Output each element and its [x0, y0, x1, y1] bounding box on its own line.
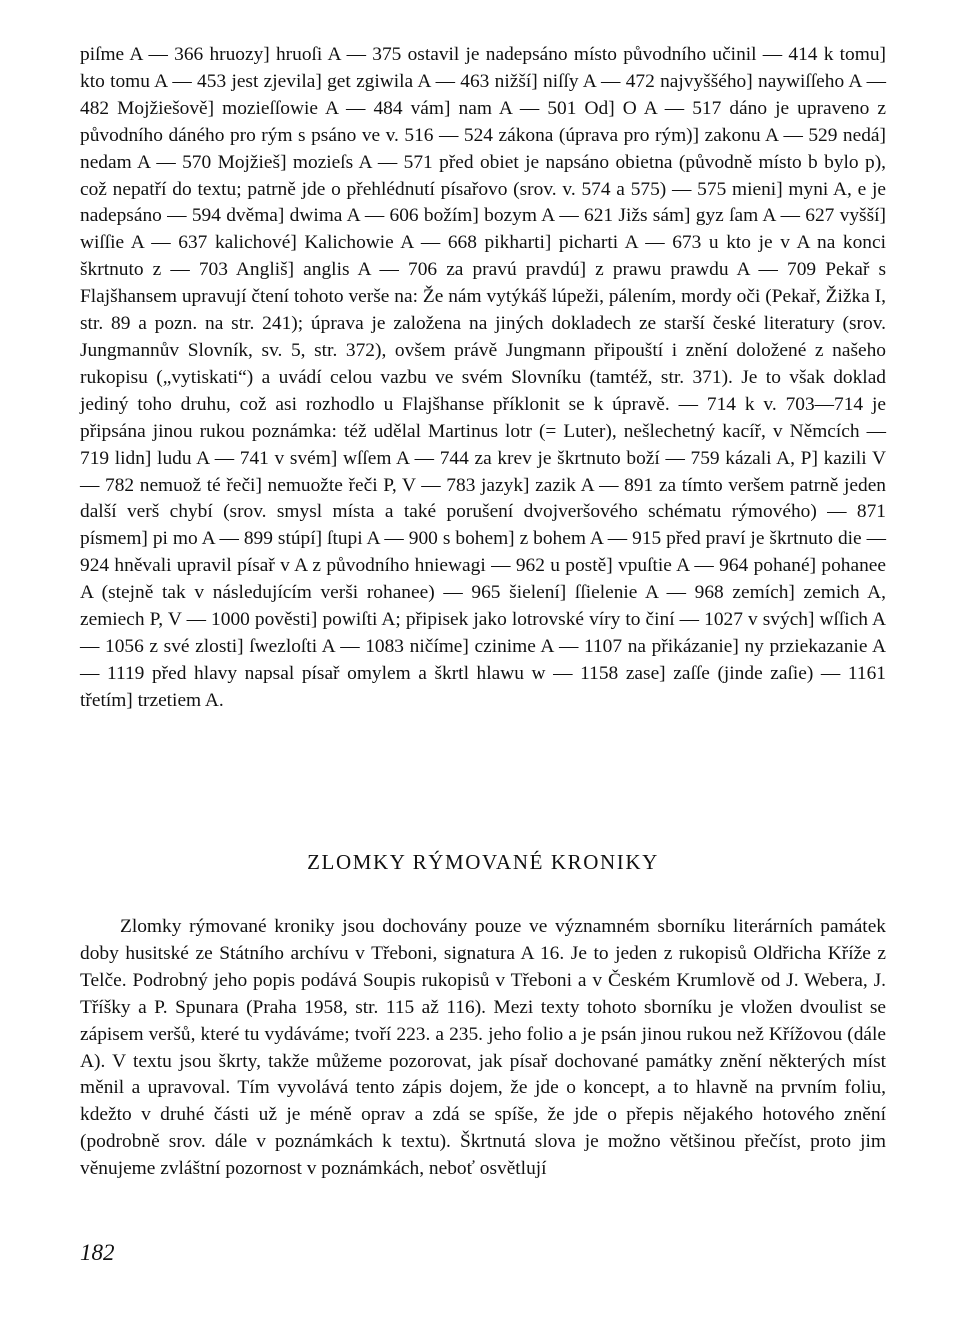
book-page — [80, 42, 886, 1180]
intro-paragraph: Zlomky rýmované kroniky jsou dochovány pouze ve významném sborníku literárních památek doby husitské ze Státního archívu v Třeboni, signatura A 16. Je to jeden z rukopisů Oldřicha Kříže z Telče. Podrobný jeho popis podává Soupis rukopisů v Třeboni a v Českém Krumlově od J. Webera, J. Tříšky a P. Spunara (Praha 1958, str. 115 až 116). Mezi texty tohoto sborníku je vložen dvoulist se zápisem veršů, které tu vydáváme; tvoří 223. a 235. jeho folio a je psán jinou rukou než Křížovou (dále A). V textu jsou škrty, takže můžeme pozorovat, jak písař dochované památky znění některých míst měnil a upravoval. Tím vyvolává tento zápis dojem, že jde o koncept, a to hlavně na prvním foliu, kdežto v druhé části už je méně oprav a zdá se spíše, že jde o přepis nějakého hotového znění (podrobně srov. dále v poznámkách k textu). Škrtnutá slova je možno většinou přečíst, proto jim věnujeme zvláštní pozornost v poznámkách, neboť osvětlují — [80, 916, 886, 1180]
page-number: 182 — [80, 1240, 115, 1265]
textual-notes-paragraph: piſme A — 366 hruozy] hruoſi A — 375 ostavil je nadepsáno místo původního učinil — 414 k tomu] kto tomu A — 453 jest zjevila] get zgiwila A — 463 nižší] niſſy A — 472 najvyššého] naywiſſeho A — 482 Mojžiešově] mozieſſowie A — 484 vám] nam A — 501 Od] O A — 517 dáno je upraveno z původního dáného pro rým s psáno ve v. 516 — 524 zákona (úprava pro rým)] zakonu A — 529 nedá] nedam A — 570 Mojžieš] mozieſs A — 571 před obiet je napsáno obietna (původně místo b bylo p), což nepatří do textu; patrně jde o přehlédnutí písařovo (srov. v. 574 a 575) — 575 mieni] myni A, e je nadepsáno — 594 dvěma] dwima A — 606 božím] bozym A — 621 Jižs sám] gyz ſam A — 627 vyšší] wiſſie A — 637 kalichové] Kalichowie A — 668 pikharti] picharti A — 673 u kto je v A na konci škrtnuto z — 703 Angliš] anglis A — 706 za pravú pravdú] z prawu prawdu A — 709 Pekař s Flajšhansem upravují čtení tohoto verše na: Že nám vytýkáš lúpeži, pálením, mordy oči (Pekař, Žižka I, str. 89 a pozn. na str. 241); úprava je založena na jiných dokladech ze starší české literatury (srov. Jungmannův Slovník, sv. 5, str. 372), ovšem právě Jungmann připouští i znění doložené z našeho rukopisu („vytiskati“) a uvádí celou vazbu ve svém Slovníku (tamtéž, str. 371). Je to však doklad jediný toho druhu, což asi rozhodlo u Flajšhanse příklonit se k úpravě. — 714 k v. 703—714 je připsána jinou rukou poznámka: též udělal Martinus lotr (= Luter), nešlechetný kacíř, v Němcích — 719 lidn] ludu A — 741 v svém] wſſem A — 744 za krev je škrtnuto boží — 759 kázali A, P] kazili V — 782 nemuož té řeči] nemuožte řeči P, V — 783 jazyk] zazik A — 891 za tímto veršem patrně jeden další verš chybí (srov. smysl místa a také porušení dvojveršového schématu rýmového) — 871 písmem] pi mo A — 899 stúpí] ſtupi A — 900 s bohem] z bohem A — 915 před praví je škrtnuto die — 924 hněvali upravil písař v A z původního hniewagi — 962 u postě] vpuſtie A — 964 pohané] pohanee A (stejně tak v následujícím verši rohanee) — 965 šielení] ſſielenie A — 968 zemích] zemich A, zemiech P, V — 1000 pověsti] powiſti A; připisek jako lotrovské víry to činí — 1027 v svých] wſſich A — 1056 z své zlosti] ſwezloſti A — 1083 ničíme] czinime A — 1107 na přikázanie] ny prziekazanie A — 1119 před hlavy napsal písař omylem a škrtl hlawu w — 1158 zase] zaſſe (jinde zaſie) — 1161 třetím] trzetiem A. — [80, 44, 886, 711]
section-heading: ZLOMKY RÝMOVANÉ KRONIKY — [307, 850, 659, 874]
